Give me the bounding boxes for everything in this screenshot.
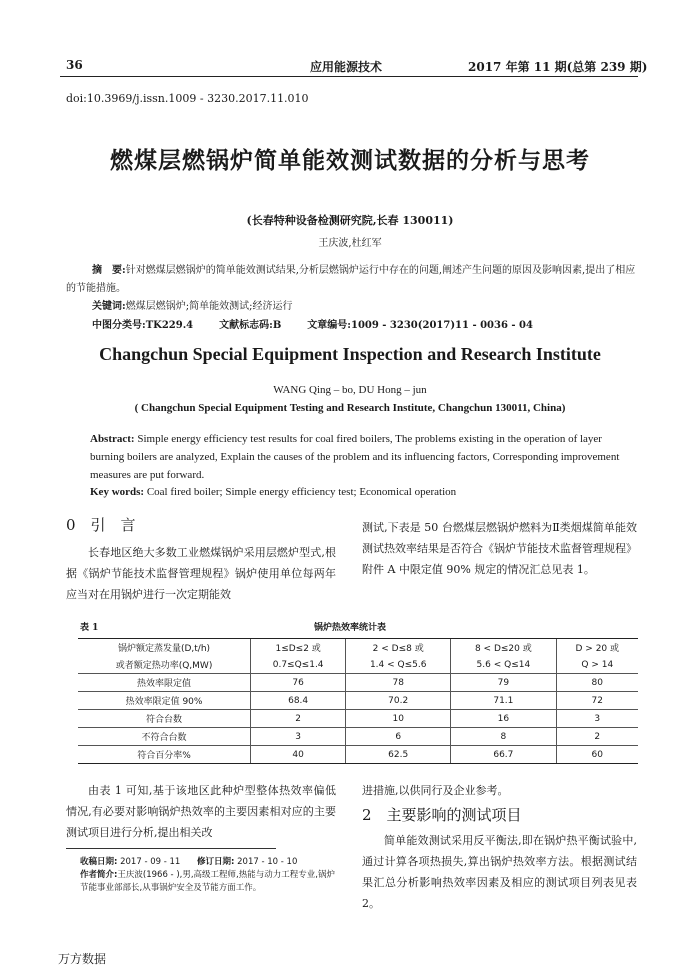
footnote-rule [66, 848, 276, 849]
table-cell: 2 [556, 728, 638, 746]
section-0-heading: 0 引 言 [66, 516, 136, 534]
table-cell: 16 [451, 710, 556, 728]
table-cell: 60 [556, 746, 638, 764]
revised-label: 修订日期: [197, 857, 235, 867]
abstract-cn-label: 摘 要: [92, 265, 126, 276]
clc-number: 中图分类号:TK229.4 [92, 320, 194, 331]
abstract-cn [66, 262, 640, 298]
table-cell: 1≤D≤2 或 [251, 639, 346, 657]
authors-cn: 王庆波,杜红军 [318, 238, 382, 249]
table-cell: 锅炉额定蒸发量(D,t/h) [78, 639, 251, 657]
english-keywords-label: Key words: [90, 486, 145, 498]
received-label: 收稿日期: [80, 857, 118, 867]
author-intro-text: 王庆波(1966 - ),男,高级工程师,热能与动力工程专业,锅炉节能事业部部长,从事锅炉安全及节能方面工作。 [80, 870, 335, 893]
table-cell: 热效率限定值 90% [78, 692, 251, 710]
table-cell: 10 [346, 710, 451, 728]
keywords-cn-text: 燃煤层燃锅炉;简单能效测试;经济运行 [125, 301, 293, 312]
table-1 [78, 638, 638, 764]
table-cell: 3 [251, 728, 346, 746]
table-1-title: 锅炉热效率统计表 [313, 623, 386, 633]
english-title: Changchun Special Equipment Inspection and Research Institute [99, 344, 601, 364]
section-2-heading: 2 主要影响的测试项目 [362, 806, 522, 824]
table-cell: Q > 14 [556, 656, 638, 674]
author-intro-label: 作者简介: [80, 870, 118, 880]
keywords-cn-label: 关键词: [92, 301, 126, 312]
table-row [78, 710, 638, 728]
table-row [78, 674, 638, 692]
table-cell: 2 [251, 710, 346, 728]
english-keywords-text: Coal fired boiler; Simple energy efficiency test; Economical operation [144, 486, 457, 498]
section-2-text: 简单能效测试采用反平衡法,即在锅炉热平衡试验中,通过计算各项热损失,算出锅炉热效率方法。根据测试结果汇总分析影响热效率因素及相应的测试项目列表见表 2。 [362, 834, 637, 910]
table-cell: 符合台数 [78, 710, 251, 728]
section-0-right-text: 测试,下表是 50 台燃煤层燃锅炉燃料为Ⅱ类烟煤简单能效测试热效率结果是否符合《锅炉节能技术监督管理规程》附件 A 中限定值 90% 规定的情况汇总见表 1。 [362, 521, 637, 576]
table-cell: 76 [251, 674, 346, 692]
after-table-left-text: 由表 1 可知,基于该地区此种炉型整体热效率偏低情况,有必要对影响锅炉热效率的主要因素相对应的主要测试项目进行分析,提出相关改 [66, 784, 336, 839]
table-cell: 78 [346, 674, 451, 692]
table-cell: 2 < D≤8 或 [346, 639, 451, 657]
revised-date: 2017 - 10 - 10 [237, 857, 298, 867]
watermark: 万方数据 [58, 952, 107, 966]
paper-title: 燃煤层燃锅炉简单能效测试数据的分析与思考 [110, 147, 590, 174]
table-cell: 不符合台数 [78, 728, 251, 746]
table-cell: 68.4 [251, 692, 346, 710]
table-cell: 8 [451, 728, 556, 746]
table-cell: 0.7≤Q≤1.4 [251, 656, 346, 674]
header-rule [60, 76, 638, 77]
footnote-author [80, 869, 340, 895]
english-affiliation: ( Changchun Special Equipment Testing and Research Institute, Changchun 130011, China) [134, 402, 566, 414]
table-cell: 62.5 [346, 746, 451, 764]
table-1-label: 表 1 [80, 623, 99, 633]
page-number: 36 [66, 58, 83, 72]
received-date: 2017 - 09 - 11 [120, 857, 181, 867]
table-cell: 5.6 < Q≤14 [451, 656, 556, 674]
abstract-cn-text: 针对燃煤层燃锅炉的简单能效测试结果,分析层燃锅炉运行中存在的问题,阐述产生问题的原因及影响因素,提出了相应的节能措施。 [66, 265, 636, 294]
journal-name: 应用能源技术 [310, 60, 383, 74]
english-abstract [90, 430, 630, 484]
classification-line [92, 316, 652, 331]
keywords-cn [92, 297, 292, 312]
table-cell: 或者额定热功率(Q,MW) [78, 656, 251, 674]
table-cell: 1.4 < Q≤5.6 [346, 656, 451, 674]
table-cell: 72 [556, 692, 638, 710]
english-abstract-label: Abstract: [90, 433, 135, 445]
table-cell: 8 < D≤20 或 [451, 639, 556, 657]
table-cell: D > 20 或 [556, 639, 638, 657]
table-cell: 热效率限定值 [78, 674, 251, 692]
table-cell: 80 [556, 674, 638, 692]
issue-info: 2017 年第 11 期(总第 239 期) [468, 60, 648, 74]
table-row [78, 746, 638, 764]
table-row [78, 728, 638, 746]
table-cell: 70.2 [346, 692, 451, 710]
affiliation-cn: (长春特种设备检测研究院,长春 130011) [246, 214, 454, 227]
english-authors: WANG Qing – bo, DU Hong – jun [273, 384, 427, 396]
table-cell: 3 [556, 710, 638, 728]
table-cell: 符合百分率% [78, 746, 251, 764]
footnote-dates [80, 856, 340, 869]
table-row [78, 692, 638, 710]
english-abstract-text: Simple energy efficiency test results for coal fired boilers, The problems existing in the operation of layer burning boilers are analyzed, Explain the causes of the problem and its influencing factors, Corresponding improvement measures are put forward. [90, 433, 620, 481]
after-table-right-text: 进措施,以供同行及企业参考。 [362, 784, 509, 797]
table-cell: 71.1 [451, 692, 556, 710]
footnote [80, 856, 340, 895]
article-number: 文章编号:1009 - 3230(2017)11 - 0036 - 04 [307, 320, 533, 331]
table-header-row-1 [78, 639, 638, 657]
table-cell: 6 [346, 728, 451, 746]
english-keywords [90, 486, 630, 498]
section-0-left-text: 长春地区绝大多数工业燃煤锅炉采用层燃炉型式,根据《锅炉节能技术监督管理规程》锅炉使用单位每两年应当对在用锅炉进行一次定期能效 [66, 546, 336, 601]
doi: doi:10.3969/j.issn.1009 - 3230.2017.11.010 [66, 92, 309, 105]
table-cell: 79 [451, 674, 556, 692]
table-cell: 40 [251, 746, 346, 764]
doc-code: 文献标志码:B [219, 320, 282, 331]
table-header-row-2 [78, 656, 638, 674]
table-cell: 66.7 [451, 746, 556, 764]
